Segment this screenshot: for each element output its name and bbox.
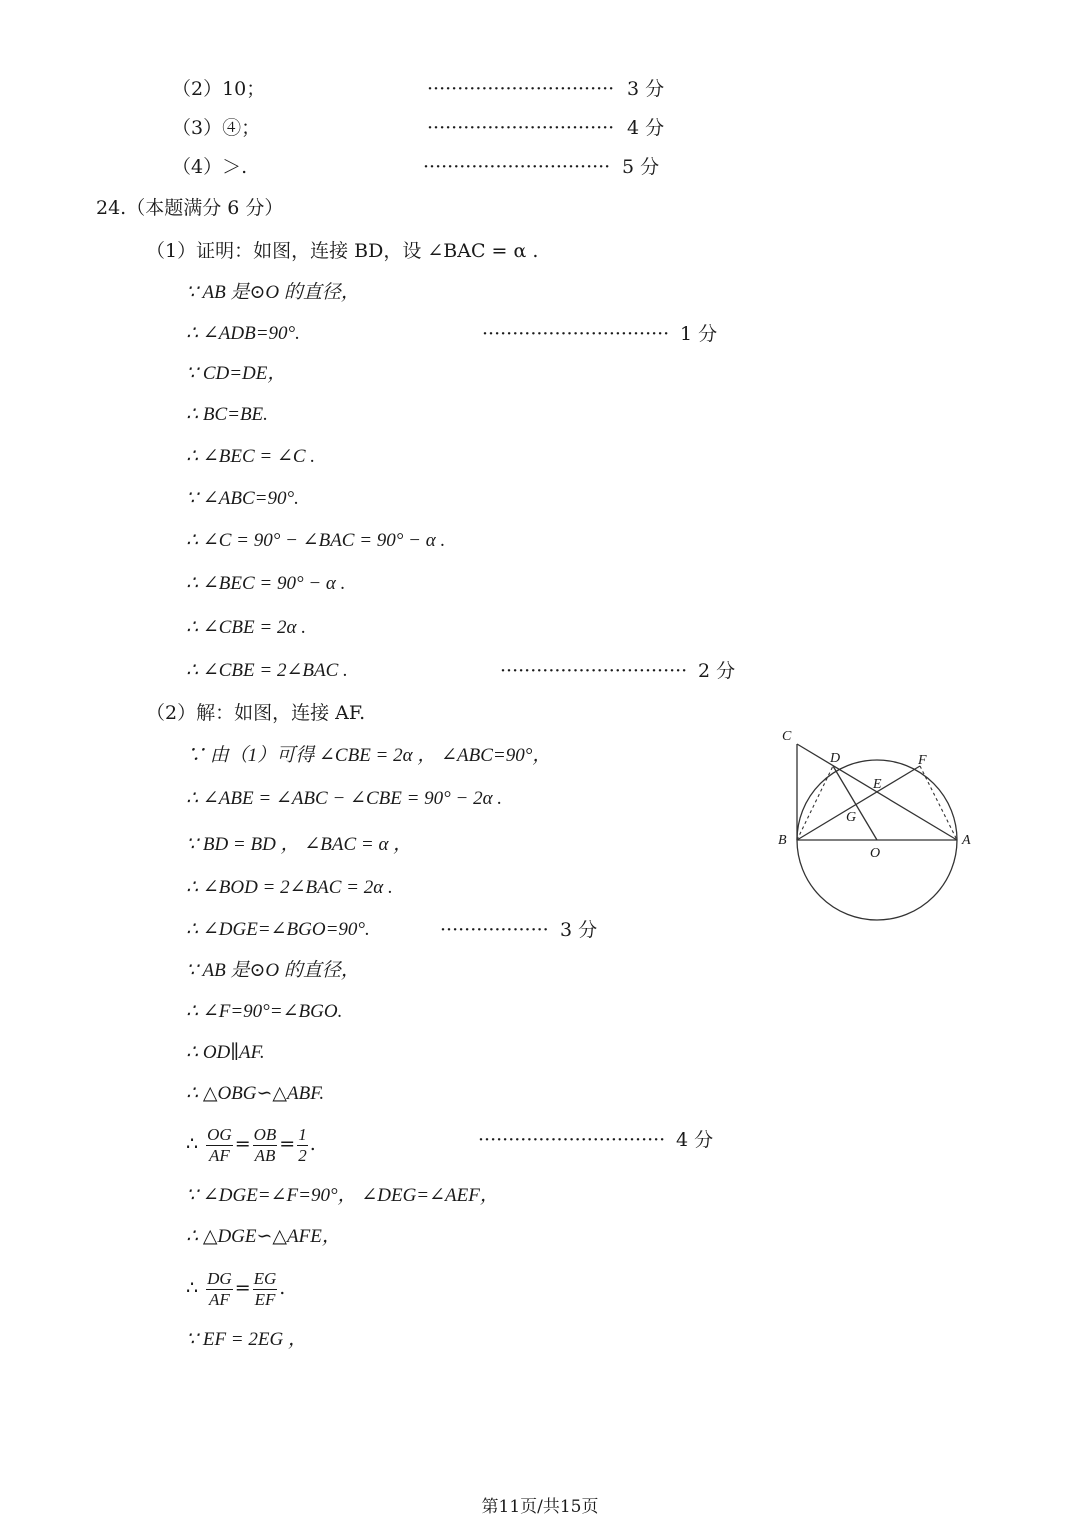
therefore-symbol: ∴ <box>186 1133 199 1155</box>
fraction: $\frac{EG}{EF}$ <box>253 1268 277 1309</box>
score-mark: 3 分 <box>560 919 598 941</box>
label-e: E <box>873 777 882 792</box>
proof-step: ∴ ∠ADB=90°. <box>186 323 300 344</box>
page-footer: 第11页/共15页 <box>481 1497 599 1517</box>
score-mark: 4 分 <box>627 117 665 139</box>
proof-step: ∴ ∠CBE = 2α . <box>186 617 306 638</box>
segment-do <box>833 766 877 840</box>
solution-step: ∴ OD∥AF. <box>186 1042 265 1063</box>
solution-step: ∵ AB 是⊙O 的直径， <box>186 960 360 981</box>
answer-item-2: （2）10； <box>172 78 266 100</box>
score-mark: 3 分 <box>627 78 665 100</box>
proof-step: ∴ ∠BEC = ∠C . <box>186 446 316 467</box>
dot-leader: ······························· <box>427 78 615 100</box>
solution-step: ∴ ∠ABE = ∠ABC − ∠CBE = 90° − 2α . <box>186 788 503 809</box>
label-g: G <box>846 810 857 825</box>
label-b: B <box>778 833 787 848</box>
solution-step: ∵ EF = 2EG ， <box>186 1329 307 1350</box>
proof-step: ∴ ∠C = 90° − ∠BAC = 90° − α . <box>186 530 446 551</box>
fraction: $\frac{OB}{AB}$ <box>253 1124 277 1165</box>
score-mark: 2 分 <box>698 660 736 682</box>
dot-leader: ······························· <box>482 323 670 345</box>
dot-leader: ······························· <box>478 1129 666 1151</box>
question-header: 24.（本题满分 6 分） <box>96 197 284 219</box>
proof-step: ∵ AB 是⊙O 的直径， <box>186 282 360 303</box>
solution-step: ∵ 由（1）可得 ∠CBE = 2α ， ∠ABC=90°， <box>186 745 552 766</box>
fraction: $\frac{DG}{AF}$ <box>207 1268 232 1309</box>
solution-step: ∴ ∠F=90°=∠BGO. <box>186 1001 343 1022</box>
ratio-equation-2: ∴ $\frac{DG}{AF}$ = $\frac{EG}{EF}$ . <box>186 1268 286 1309</box>
solution-step: ∴ ∠BOD = 2∠BAC = 2α . <box>186 877 393 898</box>
dot-leader: ······························· <box>423 156 611 178</box>
label-d: D <box>830 751 841 766</box>
solution-step: ∴ △DGE∽△AFE， <box>186 1226 341 1247</box>
ratio-equation-1: ∴ $\frac{OG}{AF}$ = $\frac{OB}{AB}$ = $\frac{1}{2}$ . <box>186 1124 316 1165</box>
proof-step: ∴ BC=BE. <box>186 404 268 425</box>
therefore-symbol: ∴ <box>186 1277 199 1299</box>
part2-intro: （2）解：如图，连接 AF. <box>146 702 366 724</box>
proof-step: ∴ ∠CBE = 2∠BAC . <box>186 660 348 681</box>
geometry-figure <box>770 720 990 930</box>
proof-step: ∵ ∠ABC=90°. <box>186 488 299 509</box>
label-o: O <box>870 846 881 861</box>
dot-leader: ······························· <box>427 117 615 139</box>
score-mark: 4 分 <box>676 1129 714 1151</box>
label-c: C <box>782 729 792 744</box>
dot-leader: ·················· <box>440 919 549 941</box>
fraction: $\frac{OG}{AF}$ <box>207 1124 232 1165</box>
dot-leader: ······························· <box>500 660 688 682</box>
fraction: $\frac{1}{2}$ <box>298 1124 307 1165</box>
segment-bf <box>797 766 920 840</box>
score-mark: 1 分 <box>680 323 718 345</box>
solution-step: ∵ BD = BD ， ∠BAC = α ， <box>186 834 413 855</box>
answer-item-3: （3）④； <box>172 117 261 139</box>
solution-step: ∴ ∠DGE=∠BGO=90°. <box>186 919 370 940</box>
answer-item-4: （4）＞. <box>172 156 248 178</box>
proof-step: ∵ CD=DE， <box>186 363 287 384</box>
label-a: A <box>962 833 971 848</box>
proof-step: ∴ ∠BEC = 90° − α . <box>186 573 346 594</box>
part1-intro: （1）证明：如图，连接 BD，设 ∠BAC = α . <box>146 240 539 262</box>
label-f: F <box>918 753 927 768</box>
solution-step: ∵ ∠DGE=∠F=90°， ∠DEG=∠AEF， <box>186 1185 499 1206</box>
score-mark: 5 分 <box>622 156 660 178</box>
solution-step: ∴ △OBG∽△ABF. <box>186 1083 325 1104</box>
